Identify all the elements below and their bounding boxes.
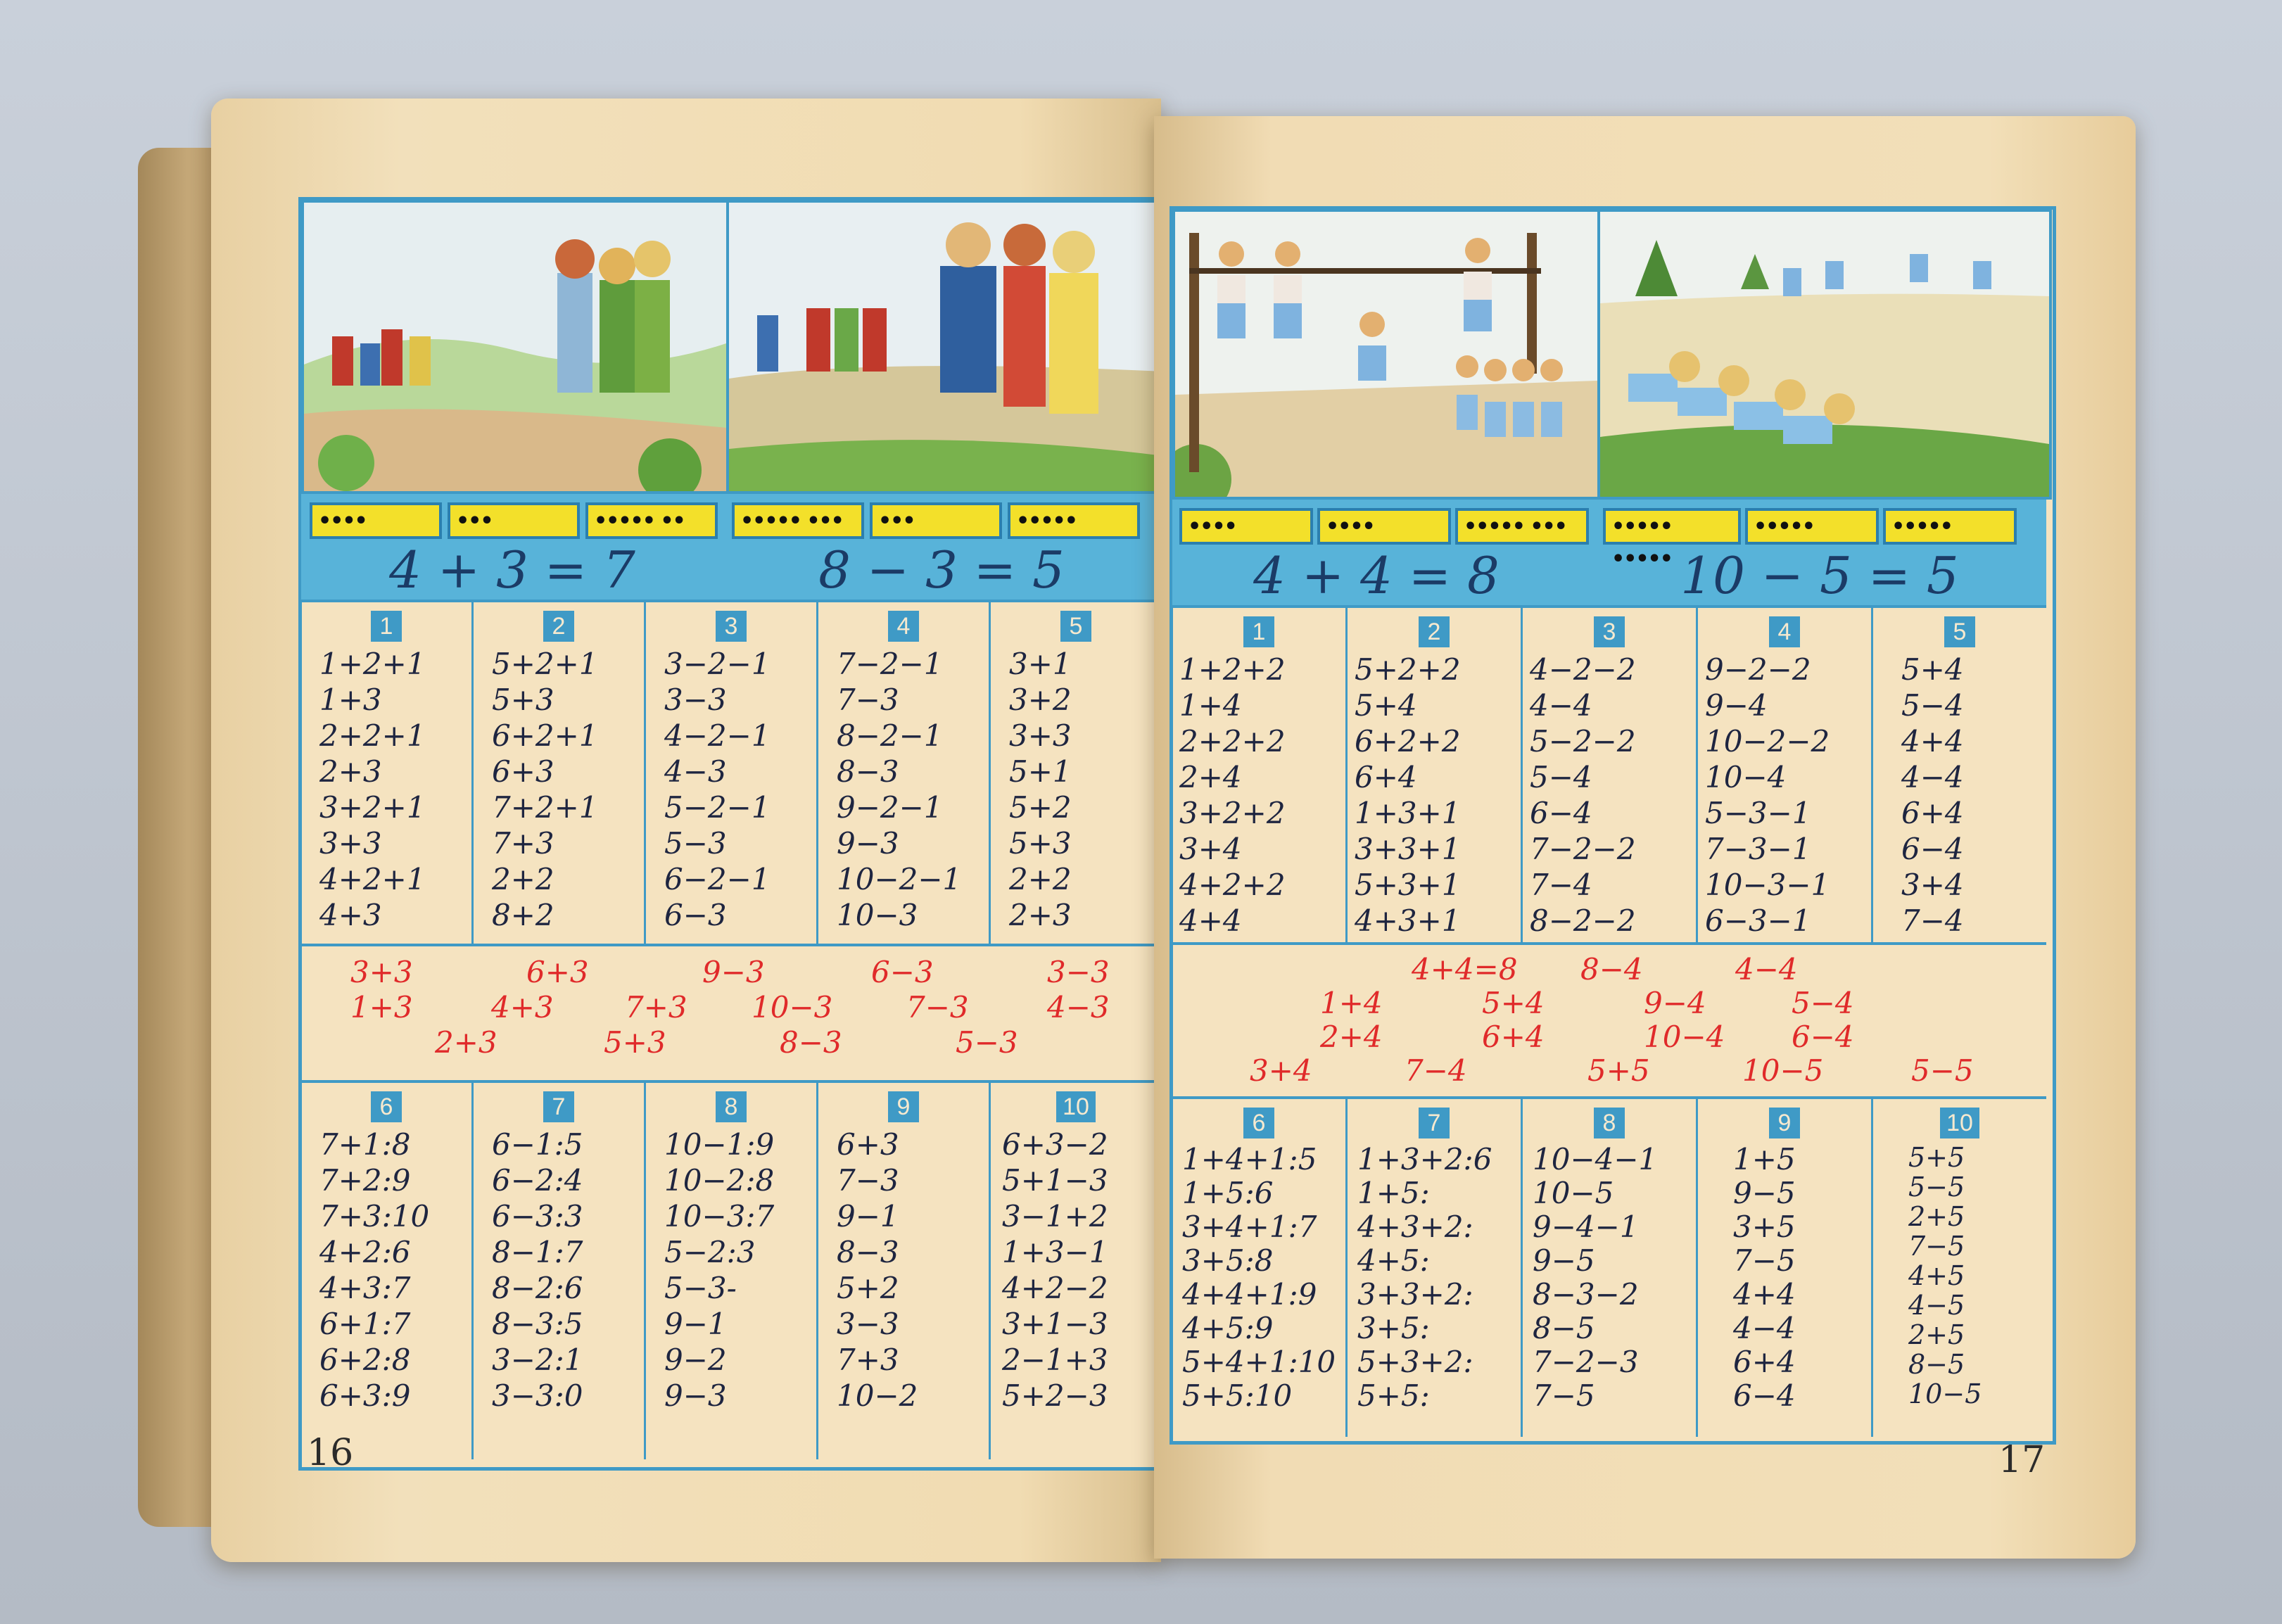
exercise-line: 1+3+1: [1355, 796, 1461, 830]
exercise-line: 4+3+2:: [1357, 1210, 1473, 1244]
red-exercise: 4−3: [1047, 990, 1110, 1024]
exercise-line: 5−3−1: [1705, 796, 1811, 830]
exercise-line: 5−3: [664, 826, 727, 861]
exercise-line: 4+3:7: [319, 1271, 411, 1305]
exercise-line: 9−4−1: [1533, 1210, 1639, 1244]
exercise-line: 7−2−2: [1530, 832, 1636, 866]
exercise-line: 7−5: [1733, 1243, 1796, 1278]
exercise-line: 5+2−3: [1002, 1378, 1108, 1413]
exercise-line: 6+2+2: [1355, 724, 1461, 759]
exercise-line: 5+3: [1009, 826, 1072, 861]
exercise-line: 6+2+1: [492, 718, 598, 753]
exercise-line: 1+2+2: [1179, 652, 1286, 687]
exercise-line: 4+5: [1908, 1260, 1965, 1291]
dot-group: •••••: [1745, 508, 1879, 545]
exercise-line: 5+1: [1009, 754, 1072, 789]
exercise-line: 8−2−1: [837, 718, 943, 753]
exercise-column: [644, 602, 816, 944]
exercise-column: [989, 1083, 1161, 1459]
red-exercise: 6+4: [1482, 1020, 1545, 1054]
exercise-line: 9−2−2: [1705, 652, 1811, 687]
left-picture-1: [301, 200, 729, 494]
exercise-line: 10−4: [1705, 760, 1787, 794]
exercise-column: [1172, 1099, 1345, 1437]
dot-group: ••••: [310, 502, 442, 539]
exercise-line: 7−5: [1908, 1231, 1965, 1262]
exercise-line: 5+2: [1009, 790, 1072, 825]
right-red-practice-area: [1172, 942, 2046, 1099]
exercise-line: 8+2: [492, 898, 554, 932]
exercise-line: 6+4: [1733, 1345, 1796, 1379]
exercise-line: 2+4: [1179, 760, 1242, 794]
exercise-line: 4+5:: [1357, 1243, 1430, 1278]
left-red-practice-area: [301, 944, 1161, 1083]
exercise-line: 7−4: [1530, 868, 1592, 902]
red-exercise: 8−3: [780, 1025, 842, 1060]
exercise-line: 4+3+1: [1355, 903, 1461, 938]
dot-group: ••••• •••: [732, 502, 864, 539]
exercise-line: 9−3: [664, 1378, 727, 1413]
exercise-number: 9: [1769, 1108, 1800, 1138]
exercise-line: 3−2−1: [664, 647, 771, 681]
exercise-line: 8−3: [837, 754, 899, 789]
red-exercise: 6−4: [1792, 1020, 1854, 1054]
exercise-line: 5+2+1: [492, 647, 598, 681]
exercise-line: 9−1: [664, 1307, 727, 1341]
exercise-line: 8−3:5: [492, 1307, 583, 1341]
exercise-line: 2+2: [492, 862, 554, 896]
exercise-line: 6+3:9: [319, 1378, 411, 1413]
exercise-line: 3+3: [1009, 718, 1072, 753]
exercise-line: 1+3: [319, 683, 382, 717]
exercise-line: 3+3: [319, 826, 382, 861]
exercise-line: 8−2:6: [492, 1271, 583, 1305]
exercise-line: 4−2−2: [1530, 652, 1636, 687]
exercise-line: 7+3:10: [319, 1199, 430, 1233]
exercise-number: 5: [1944, 616, 1975, 647]
exercise-line: 4+4: [1901, 724, 1964, 759]
exercise-line: 7−3−1: [1705, 832, 1811, 866]
exercise-line: 2+5: [1908, 1319, 1965, 1350]
page-number: 16: [307, 1432, 354, 1474]
exercise-line: 9−1: [837, 1199, 899, 1233]
exercise-line: 5+1−3: [1002, 1163, 1108, 1198]
exercise-column: [1871, 608, 2046, 942]
exercise-column: [1521, 1099, 1696, 1437]
right-picture-2: [1597, 209, 2052, 500]
red-exercise: 1+4: [1320, 986, 1383, 1020]
red-exercise: 5−5: [1911, 1053, 1974, 1088]
exercise-line: 4−3: [664, 754, 727, 789]
exercise-line: 9−5: [1533, 1243, 1595, 1278]
exercise-line: 10−2:8: [664, 1163, 775, 1198]
exercise-line: 8−5: [1533, 1311, 1595, 1345]
exercise-line: 1+2+1: [319, 647, 426, 681]
exercise-number: 1: [1243, 616, 1274, 647]
exercise-column: [1696, 1099, 1871, 1437]
dot-group: ••••: [1179, 508, 1313, 545]
exercise-line: 4+4: [1179, 903, 1242, 938]
exercise-line: 5+4: [1355, 688, 1417, 723]
exercise-line: 8−5: [1908, 1349, 1965, 1380]
exercise-line: 6+3: [837, 1127, 899, 1162]
exercise-line: 5+3+2:: [1357, 1345, 1473, 1379]
exercise-line: 9−5: [1733, 1176, 1796, 1210]
exercise-line: 6−3−1: [1705, 903, 1811, 938]
exercise-line: 6−2−1: [664, 862, 771, 896]
exercise-column: [1521, 608, 1696, 942]
exercise-line: 5+5:: [1357, 1378, 1430, 1413]
exercise-line: 1+4+1:5: [1182, 1142, 1317, 1176]
red-exercise: 4+4=8: [1412, 952, 1518, 987]
exercise-column: [301, 1083, 471, 1459]
exercise-line: 9−4: [1705, 688, 1768, 723]
exercise-line: 7−3: [837, 1163, 899, 1198]
red-exercise: 2+3: [435, 1025, 497, 1060]
equation: 4 + 3 = 7: [389, 540, 635, 600]
exercise-line: 3+4: [1901, 868, 1964, 902]
red-exercise: 10−3: [752, 990, 833, 1024]
red-exercise: 5+4: [1482, 986, 1545, 1020]
exercise-column: [989, 602, 1161, 944]
exercise-line: 5−5: [1908, 1172, 1965, 1203]
exercise-line: 3+4: [1179, 832, 1242, 866]
right-page: [1154, 116, 2136, 1559]
exercise-line: 10−3: [837, 898, 918, 932]
left-top-grid: [301, 600, 1161, 946]
equation: 8 − 3 = 5: [818, 540, 1065, 600]
exercise-line: 2+2: [1009, 862, 1072, 896]
red-exercise: 10−4: [1644, 1020, 1725, 1054]
exercise-line: 1+3+2:6: [1357, 1142, 1492, 1176]
exercise-line: 7−3: [837, 683, 899, 717]
red-exercise: 5+3: [604, 1025, 666, 1060]
exercise-line: 8−1:7: [492, 1235, 583, 1269]
right-top-grid: [1172, 605, 2046, 945]
red-exercise: 9−3: [702, 955, 765, 989]
exercise-line: 7−5: [1533, 1378, 1595, 1413]
red-exercise: 5−4: [1792, 986, 1854, 1020]
exercise-line: 4+2−2: [1002, 1271, 1108, 1305]
exercise-line: 8−3−2: [1533, 1277, 1639, 1312]
red-exercise: 3−3: [1047, 955, 1110, 989]
left-bottom-grid: [301, 1080, 1161, 1459]
exercise-line: 3+5: [1733, 1210, 1796, 1244]
exercise-line: 7+1:8: [319, 1127, 411, 1162]
exercise-line: 4−2−1: [664, 718, 771, 753]
exercise-line: 3+1: [1009, 647, 1072, 681]
exercise-column: [301, 602, 471, 944]
exercise-number: 2: [543, 611, 574, 642]
exercise-line: 5+2+2: [1355, 652, 1461, 687]
exercise-line: 1+3−1: [1002, 1235, 1108, 1269]
red-exercise: 7−3: [906, 990, 969, 1024]
exercise-number: 5: [1060, 611, 1091, 642]
exercise-line: 4−4: [1733, 1311, 1796, 1345]
exercise-line: 6−3: [664, 898, 727, 932]
exercise-line: 7+3: [837, 1343, 899, 1377]
exercise-column: [1871, 1099, 2046, 1437]
exercise-line: 5−2:3: [664, 1235, 756, 1269]
exercise-line: 7+3: [492, 826, 554, 861]
exercise-line: 10−1:9: [664, 1127, 775, 1162]
red-exercise: 3+4: [1250, 1053, 1312, 1088]
exercise-line: 2+3: [1009, 898, 1072, 932]
red-exercise: 7+3: [625, 990, 687, 1024]
exercise-column: [644, 1083, 816, 1459]
exercise-line: 5−4: [1530, 760, 1592, 794]
exercise-line: 3−3: [664, 683, 727, 717]
right-picture-1: [1172, 209, 1600, 500]
exercise-line: 10−5: [1908, 1378, 1982, 1409]
dot-group: •••••: [1883, 508, 2017, 545]
exercise-number: 1: [371, 611, 402, 642]
exercise-number: 4: [888, 611, 919, 642]
exercise-number: 6: [371, 1091, 402, 1122]
exercise-line: 3+2: [1009, 683, 1072, 717]
exercise-line: 5+4: [1901, 652, 1964, 687]
exercise-line: 10−3−1: [1705, 868, 1830, 902]
exercise-line: 6−2:4: [492, 1163, 583, 1198]
exercise-line: 3+3+2:: [1357, 1277, 1473, 1312]
exercise-number: 6: [1243, 1108, 1274, 1138]
exercise-column: [1345, 608, 1521, 942]
exercise-number: 10: [1056, 1091, 1096, 1122]
exercise-line: 7+2+1: [492, 790, 598, 825]
exercise-line: 6−1:5: [492, 1127, 583, 1162]
exercise-column: [1696, 608, 1871, 942]
equation: 10 − 5 = 5: [1680, 546, 1959, 605]
exercise-line: 6+1:7: [319, 1307, 411, 1341]
exercise-line: 4−4: [1530, 688, 1592, 723]
exercise-line: 3+2+2: [1179, 796, 1286, 830]
exercise-line: 4+5:9: [1182, 1311, 1274, 1345]
exercise-line: 10−4−1: [1533, 1142, 1658, 1176]
dot-group: •••••: [1008, 502, 1140, 539]
exercise-line: 5+3+1: [1355, 868, 1461, 902]
exercise-number: 9: [888, 1091, 919, 1122]
dot-group: ••••• •••: [1455, 508, 1589, 545]
red-exercise: 5+5: [1587, 1053, 1650, 1088]
exercise-line: 10−5: [1533, 1176, 1614, 1210]
exercise-line: 9−3: [837, 826, 899, 861]
exercise-column: [1172, 608, 1345, 942]
red-exercise: 3+3: [350, 955, 413, 989]
exercise-number: 2: [1419, 616, 1450, 647]
exercise-line: 6+3−2: [1002, 1127, 1108, 1162]
exercise-line: 6−4: [1530, 796, 1592, 830]
red-exercise: 8−4: [1580, 952, 1643, 987]
exercise-line: 10−2: [837, 1378, 918, 1413]
red-exercise: 5−3: [956, 1025, 1018, 1060]
exercise-line: 3+2+1: [319, 790, 426, 825]
exercise-line: 10−2−2: [1705, 724, 1830, 759]
exercise-line: 3−3:0: [492, 1378, 583, 1413]
exercise-line: 3−1+2: [1002, 1199, 1108, 1233]
exercise-line: 3+1−3: [1002, 1307, 1108, 1341]
exercise-column: [1345, 1099, 1521, 1437]
exercise-line: 3+3+1: [1355, 832, 1461, 866]
exercise-line: 2+3: [319, 754, 382, 789]
exercise-line: 5−4: [1901, 688, 1964, 723]
exercise-line: 3−3: [837, 1307, 899, 1341]
exercise-line: 1+5:: [1357, 1176, 1430, 1210]
red-exercise: 10−5: [1742, 1053, 1824, 1088]
exercise-number: 4: [1769, 616, 1800, 647]
red-exercise: 6+3: [526, 955, 589, 989]
exercise-line: 5−2−2: [1530, 724, 1636, 759]
exercise-number: 3: [1594, 616, 1625, 647]
exercise-line: 5+2: [837, 1271, 899, 1305]
exercise-line: 9−2: [664, 1343, 727, 1377]
exercise-line: 6+3: [492, 754, 554, 789]
exercise-line: 7−2−1: [837, 647, 943, 681]
red-exercise: 7−4: [1405, 1053, 1467, 1088]
dot-group: ••••: [1317, 508, 1451, 545]
dot-group: ••••• •••••: [1603, 508, 1741, 545]
exercise-line: 4+4: [1733, 1277, 1796, 1312]
exercise-line: 9−2−1: [837, 790, 943, 825]
exercise-line: 6−4: [1901, 832, 1964, 866]
exercise-line: 4+2:6: [319, 1235, 411, 1269]
exercise-line: 10−3:7: [664, 1199, 775, 1233]
exercise-line: 1+5: [1733, 1142, 1796, 1176]
exercise-number: 7: [543, 1091, 574, 1122]
exercise-line: 1+5:6: [1182, 1176, 1274, 1210]
exercise-line: 6+4: [1901, 796, 1964, 830]
red-exercise: 9−4: [1644, 986, 1706, 1020]
exercise-number: 3: [716, 611, 747, 642]
exercise-line: 5+4+1:10: [1182, 1345, 1336, 1379]
red-exercise: 4+3: [491, 990, 554, 1024]
red-exercise: 2+4: [1320, 1020, 1383, 1054]
exercise-column: [816, 602, 989, 944]
exercise-line: 4+3: [319, 898, 382, 932]
red-exercise: 1+3: [350, 990, 413, 1024]
exercise-line: 3+5:8: [1182, 1243, 1274, 1278]
exercise-line: 4−4: [1901, 760, 1964, 794]
left-page: [211, 99, 1161, 1562]
exercise-line: 2−1+3: [1002, 1343, 1108, 1377]
exercise-line: 6−3:3: [492, 1199, 583, 1233]
exercise-line: 3−2:1: [492, 1343, 583, 1377]
right-bottom-grid: [1172, 1096, 2046, 1437]
exercise-line: 7+2:9: [319, 1163, 411, 1198]
exercise-line: 5−3-: [664, 1271, 737, 1305]
exercise-column: [816, 1083, 989, 1459]
exercise-line: 5+5:10: [1182, 1378, 1293, 1413]
exercise-line: 5+3: [492, 683, 554, 717]
exercise-line: 6−4: [1733, 1378, 1796, 1413]
left-picture-2: [726, 200, 1167, 494]
exercise-number: 10: [1940, 1108, 1979, 1138]
exercise-line: 7−2−3: [1533, 1345, 1639, 1379]
exercise-line: 4+2+2: [1179, 868, 1286, 902]
exercise-line: 5−2−1: [664, 790, 771, 825]
exercise-line: 8−2−2: [1530, 903, 1636, 938]
exercise-line: 4+4+1:9: [1182, 1277, 1317, 1312]
exercise-line: 3+4+1:7: [1182, 1210, 1317, 1244]
exercise-line: 6+4: [1355, 760, 1417, 794]
exercise-number: 8: [1594, 1108, 1625, 1138]
exercise-line: 2+2+2: [1179, 724, 1286, 759]
exercise-column: [471, 602, 644, 944]
exercise-line: 1+4: [1179, 688, 1242, 723]
page-number: 17: [1998, 1439, 2046, 1481]
exercise-line: 6+2:8: [319, 1343, 411, 1377]
right-equation-bar: [1172, 497, 2046, 608]
dot-group: •••: [448, 502, 580, 539]
exercise-line: 3+5:: [1357, 1311, 1430, 1345]
left-equation-bar: [301, 491, 1161, 602]
exercise-line: 2+5: [1908, 1201, 1965, 1232]
red-exercise: 6−3: [871, 955, 934, 989]
exercise-line: 10−2−1: [837, 862, 962, 896]
exercise-line: 4−5: [1908, 1290, 1965, 1321]
exercise-line: 7−4: [1901, 903, 1964, 938]
red-exercise: 4−4: [1735, 952, 1798, 987]
equation: 4 + 4 = 8: [1253, 546, 1500, 605]
dot-group: ••••• ••: [585, 502, 718, 539]
exercise-line: 5+5: [1908, 1142, 1965, 1173]
dot-group: •••: [870, 502, 1002, 539]
exercise-number: 7: [1419, 1108, 1450, 1138]
exercise-line: 8−3: [837, 1235, 899, 1269]
exercise-line: 2+2+1: [319, 718, 426, 753]
exercise-column: [471, 1083, 644, 1459]
exercise-number: 8: [716, 1091, 747, 1122]
exercise-line: 4+2+1: [319, 862, 426, 896]
